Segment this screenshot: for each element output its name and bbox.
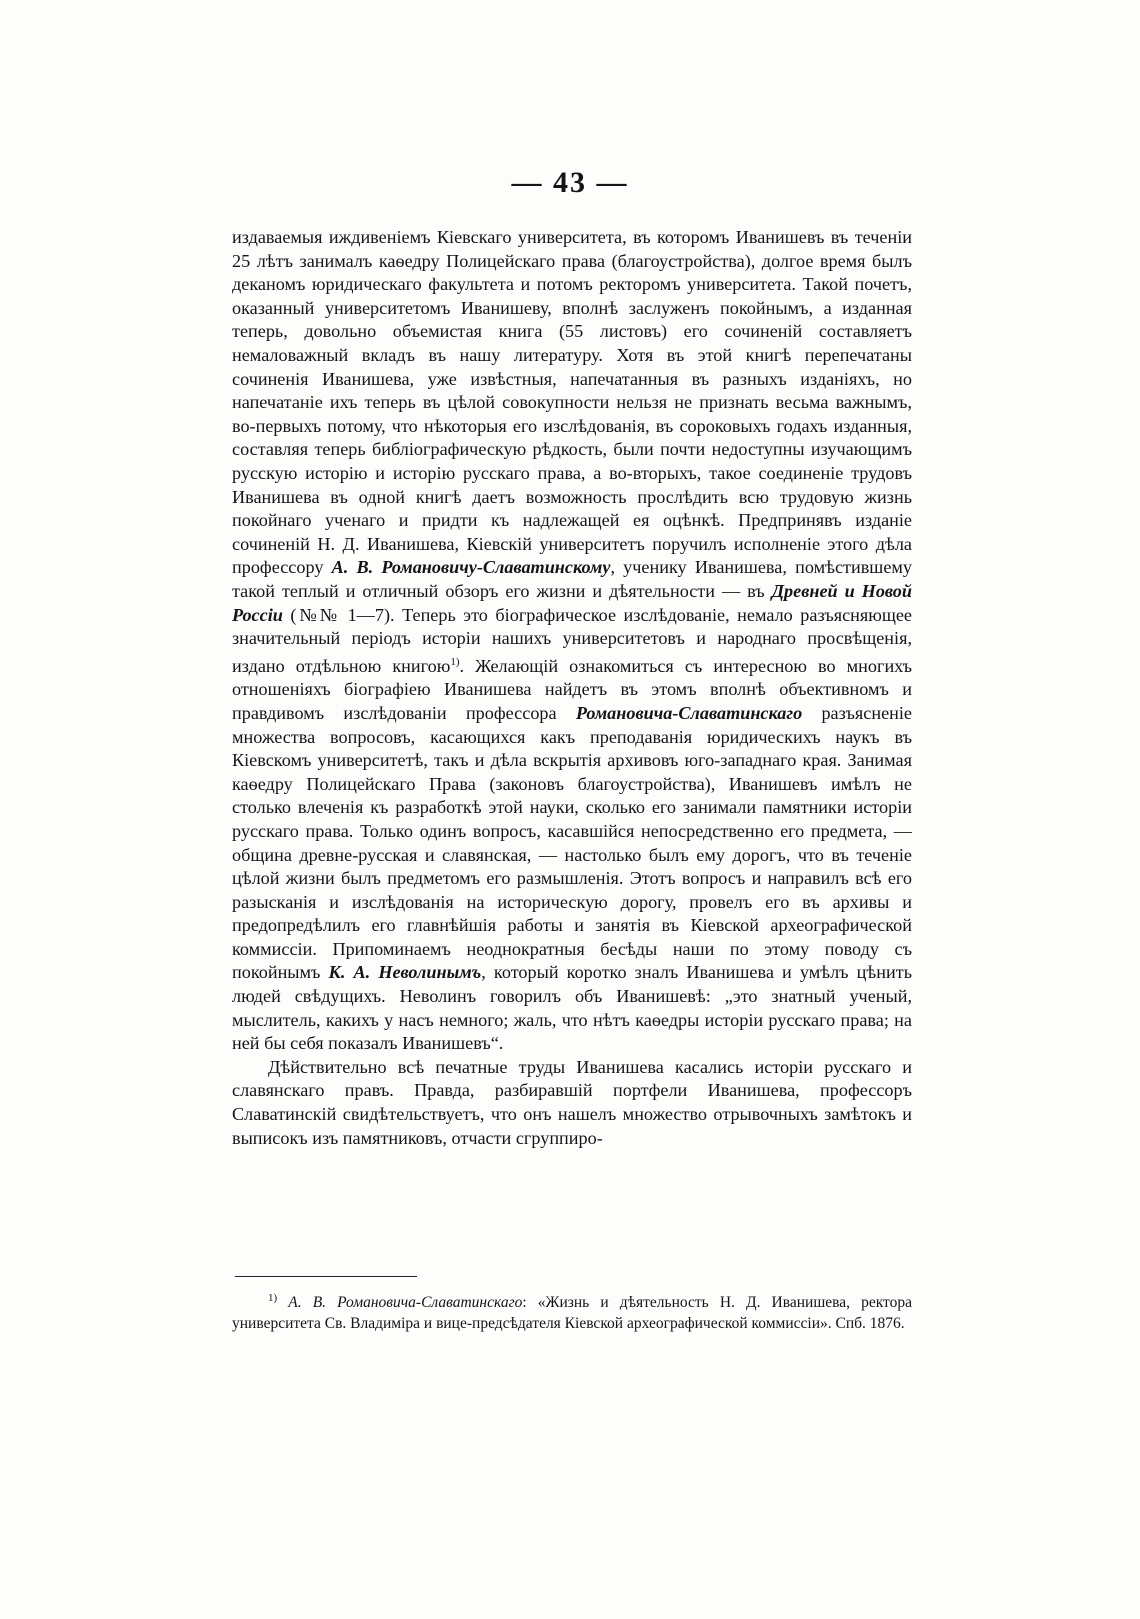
footnote-author: А. В. Романовича-Славатинскаго xyxy=(288,1294,523,1312)
paragraph-1-part-2: , ученику Иванишева, помѣстившему такой теплый и отличный обзоръ его жизни и дѣятельности — въ xyxy=(232,557,912,601)
footnote-reference: 1) xyxy=(450,655,460,668)
paragraph-2: Дѣйствительно всѣ печатные труды Иванишева касались исторіи русскаго и славянскаго правъ. Правда, разбиравшій портфели Иванишева, профессоръ Славатинскій свидѣтельствуетъ, что онъ нашелъ множество отрывочныхъ замѣтокъ и выписокъ изъ памятниковъ, отчасти сгруппиро- xyxy=(232,1056,912,1148)
paragraph-1-part-1: издаваемыя иждивеніемъ Кіевскаго университета, въ которомъ Иванишевъ въ теченіи 25 лѣтъ занималъ каѳедру Полицейскаго права (благоустройства), долгое время былъ деканомъ юридическаго факультета и потомъ ректоромъ университета. Такой почетъ, оказанный университетомъ Иванишеву, вполнѣ заслуженъ покойнымъ, а изданная теперь, довольно объемистая книга (55 листовъ) его сочиненій составляетъ немаловажный вкладъ въ нашу литературу. Хотя въ этой книгѣ перепечатаны сочиненія Иванишева, уже извѣстныя, напечатанныя въ разныхъ изданіяхъ, но напечатаніе ихъ теперь въ цѣлой совокупности нельзя не признать весьма важнымъ, во-первыхъ потому, что нѣкоторыя его изслѣдованія, въ сороковыхъ годахъ изданныя, составляя теперь библіографическую рѣдкость, были почти недоступны изучающимъ русскую исторію и исторію русскаго права, а во-вторыхъ, такое соединеніе трудовъ Иванишева въ одной книгѣ даетъ возможность прослѣдить всю трудовую жизнь покойнаго ученаго и придти къ надлежащей ея оцѣнкѣ. Предпринявъ изданіе сочиненій Н. Д. Иванишева, Кіевскій университетъ поручилъ исполненіе этого дѣла профессору xyxy=(232,227,912,578)
journal-title: Древней и Новой Россіи xyxy=(232,580,913,625)
paragraph-1 xyxy=(232,226,912,1056)
paragraph-1-part-4: . Желающій ознакомиться съ интересною во многихъ отношеніяхъ біографіею Иванишева найдетъ въ этомъ вполнѣ объективномъ и правдивомъ изслѣдованіи профессора xyxy=(232,655,912,723)
footnote-marker: 1) xyxy=(268,1292,278,1304)
person-name: К. А. Неволинымъ xyxy=(328,962,482,983)
paragraph-1-part-6: , который коротко зналъ Иванишева и умѣлъ цѣнить людей свѣдущихъ. Неволинъ говорилъ объ Иванишевѣ: „это знатный ученый, мыслитель, какихъ у насъ немного; жаль, что нѣтъ каѳедры исторіи русскаго права; на ней бы себя показалъ Иванишевъ“. xyxy=(232,962,913,1054)
paragraph-1-part-5: разъясненіе множества вопросовъ, касающихся какъ преподаванія юридическихъ наукъ въ Кіевскомъ университетѣ, такъ и дѣла вскрытія архивовъ юго-западнаго края. Занимая каѳедру Полицейскаго Права (законовъ благоустройства), Иванишевъ имѣлъ не столько влеченія къ разработкѣ этой науки, сколько его занимали памятники исторіи русскаго права. Только одинъ вопросъ, касавшійся непосредственно его предмета, — община древне-русская и славянская, — настолько былъ ему дорогъ, что въ теченіе цѣлой жизни былъ предметомъ его размышленія. Этотъ вопросъ и направилъ всѣ его разысканія и изслѣдованія на историческую дорогу, провелъ его въ архивы и предопредѣлилъ его главнѣйшія работы и занятія въ Кіевской археографической коммиссіи. Припоминаемъ неоднократныя бесѣды наши по этому поводу съ покойнымъ xyxy=(232,702,913,983)
main-text xyxy=(232,226,912,1150)
footnote-text: : «Жизнь и дѣятельность Н. Д. Иванишева, ректора университета Св. Владиміра и вице-предсѣдателя Кіевской археографической коммиссіи». Спб. 1876. xyxy=(232,1294,912,1333)
author-name: А. В. Романовичу-Славатинскому xyxy=(331,557,611,578)
page-number: — 43 — xyxy=(511,166,629,199)
footnote-divider xyxy=(235,1276,417,1277)
author-name-2: Романовича-Славатинскаго xyxy=(575,702,803,723)
paragraph-1-part-3: (№№ 1—7). Теперь это біографическое изслѣдованіе, немало разъясняющее значительный періодъ исторіи нашихъ университетовъ и народнаго просвѣщенія, издано отдѣльною книгою xyxy=(232,604,912,676)
footnote xyxy=(232,1288,912,1334)
